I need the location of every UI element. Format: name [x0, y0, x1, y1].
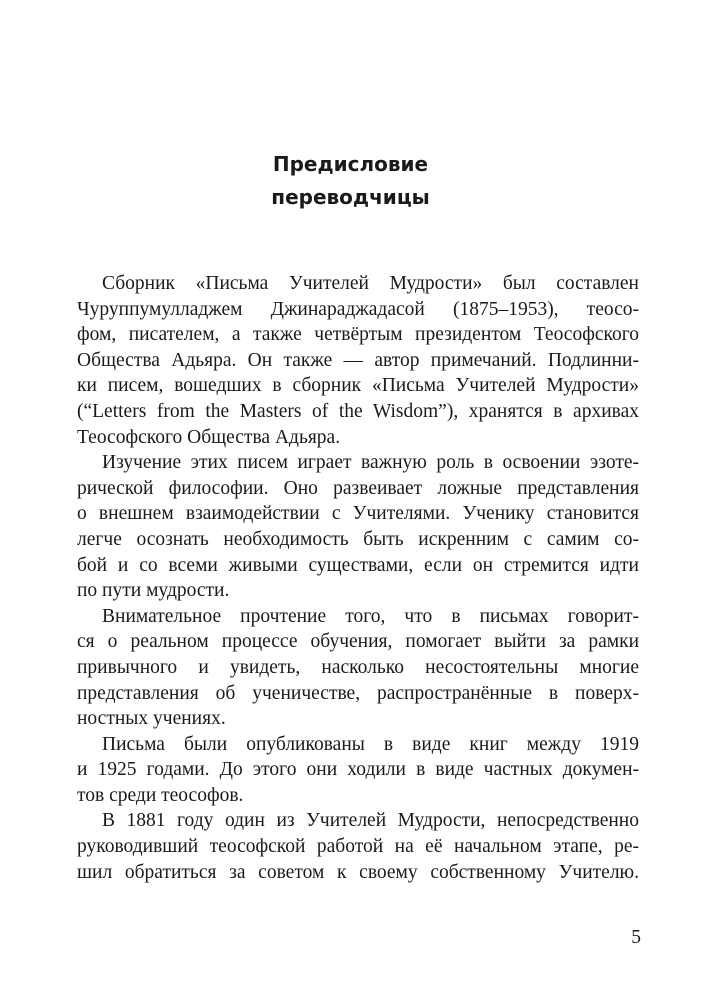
- text-line: Сборник «Письма Учителей Мудрости» был составлен: [102, 273, 639, 294]
- chapter-title-line-1: Предисловие: [272, 152, 429, 176]
- body-text: [77, 271, 639, 885]
- text-line: по пути мудрости.: [77, 580, 230, 602]
- text-line: и 1925 годами. До этого они ходили в виде частных докумен-: [77, 759, 639, 781]
- text-line: ки писем, вошедших в сборник «Письма Учителей Мудрости»: [77, 375, 639, 397]
- page-number: 5: [631, 927, 641, 948]
- text-line: ся о реальном процессе обучения, помогает выйти за рамки: [77, 631, 639, 653]
- text-line: легче осознать необходимость быть искренним с самим со-: [77, 528, 639, 550]
- text-line: ностных учениях.: [77, 708, 226, 730]
- text-line: руководивший теософской работой на её начальном этапе, ре-: [77, 836, 639, 858]
- text-line: рической философии. Оно развеивает ложные представления: [77, 477, 639, 499]
- text-line: тов среди теософов.: [77, 784, 244, 806]
- text-line: Чуруппумулладжем Джинараджадасой (1875–1953), теосо-: [77, 298, 639, 320]
- text-line: шил обратиться за советом к своему собственному Учителю.: [77, 861, 639, 883]
- text-line: Внимательное прочтение того, что в письмах говорит-: [102, 605, 639, 627]
- text-line: В 1881 году один из Учителей Мудрости, непосредственно: [102, 810, 639, 832]
- text-line: Общества Адьяра. Он также — автор примечаний. Подлинни-: [77, 349, 639, 371]
- text-line: фом, писателем, а также четвёртым президентом Теософского: [77, 324, 639, 346]
- text-line: Теософского Общества Адьяра.: [77, 426, 341, 448]
- chapter-title-line-2: переводчицы: [271, 185, 430, 209]
- text-line: привычного и увидеть, насколько несостоятельны многие: [77, 656, 639, 678]
- text-line: Письма были опубликованы в виде книг между 1919: [102, 733, 639, 755]
- text-line: бой и со всеми живыми существами, если он стремится идти: [77, 554, 639, 576]
- text-line: (“Letters from the Masters of the Wisdom”), хранятся в архивах: [77, 400, 639, 422]
- text-line: Изучение этих писем играет важную роль в освоении эзоте-: [102, 452, 639, 474]
- text-line: представления об ученичестве, распространённые в поверх-: [77, 682, 639, 704]
- text-line: о внешнем взаимодействии с Учителями. Ученику становится: [77, 503, 639, 525]
